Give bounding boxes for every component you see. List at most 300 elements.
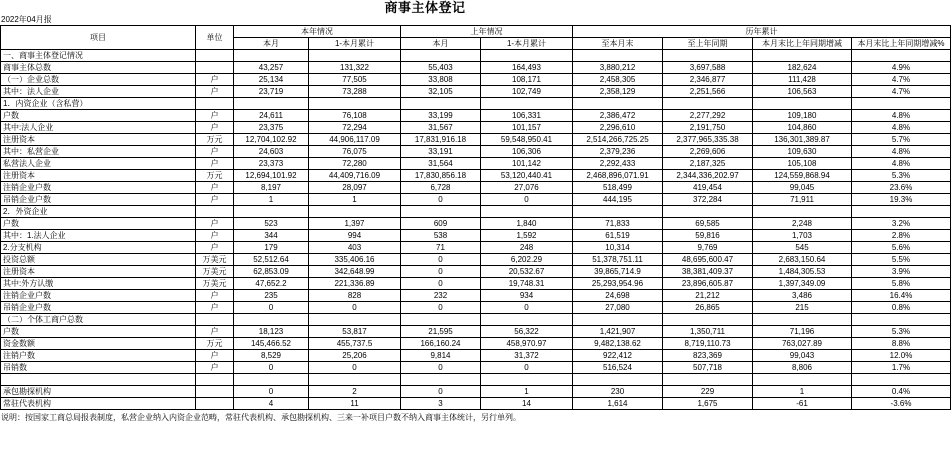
- row-value: 444,195: [573, 194, 663, 206]
- row-value: [309, 206, 401, 218]
- row-value: 1.7%: [852, 362, 951, 374]
- row-value: 108,171: [481, 74, 573, 86]
- table-row: [1, 266, 951, 278]
- row-label: 户数: [1, 326, 196, 338]
- header-col-change-pct: 本月末比上年同期增减%: [852, 38, 951, 50]
- row-value: 3.9%: [852, 266, 951, 278]
- row-value: [663, 206, 753, 218]
- row-value: 43,257: [234, 62, 309, 74]
- row-value: 538: [401, 230, 481, 242]
- row-unit: 户: [196, 326, 234, 338]
- row-label: [1, 374, 196, 386]
- row-value: 2,683,150.64: [753, 254, 852, 266]
- row-unit: 万美元: [196, 278, 234, 290]
- row-value: 101,157: [481, 122, 573, 134]
- row-value: 0: [234, 302, 309, 314]
- row-unit: 万元: [196, 338, 234, 350]
- row-value: 1: [753, 386, 852, 398]
- header-group-cumulative: 历年累计: [573, 26, 951, 38]
- row-value: 9,482,138.62: [573, 338, 663, 350]
- row-value: 9,814: [401, 350, 481, 362]
- row-value: 0: [309, 302, 401, 314]
- row-value: [309, 314, 401, 326]
- row-label: 其中：法人企业: [1, 86, 196, 98]
- row-unit: 户: [196, 218, 234, 230]
- row-value: 2.8%: [852, 230, 951, 242]
- row-value: 1,397: [309, 218, 401, 230]
- row-value: [753, 314, 852, 326]
- row-value: 39,865,714.9: [573, 266, 663, 278]
- row-value: 994: [309, 230, 401, 242]
- row-value: 102,749: [481, 86, 573, 98]
- row-value: 23,896,605.87: [663, 278, 753, 290]
- row-label: 其中：1.法人企业: [1, 230, 196, 242]
- row-value: 922,412: [573, 350, 663, 362]
- row-value: 215: [753, 302, 852, 314]
- row-value: 14: [481, 398, 573, 410]
- row-value: 105,108: [753, 158, 852, 170]
- header-col-change: 本月末比上年同期增减: [753, 38, 852, 50]
- row-value: 71,911: [753, 194, 852, 206]
- row-value: 0: [401, 278, 481, 290]
- row-label: 吊销数: [1, 362, 196, 374]
- row-value: 1,350,711: [663, 326, 753, 338]
- table-row: [1, 314, 951, 326]
- row-value: [481, 98, 573, 110]
- row-unit: [196, 374, 234, 386]
- registration-statistics-table: [0, 25, 951, 410]
- row-value: [573, 374, 663, 386]
- row-value: 21,595: [401, 326, 481, 338]
- header-unit: 单位: [196, 26, 234, 50]
- row-value: 106,306: [481, 146, 573, 158]
- header-col-to-month-end: 至本月末: [573, 38, 663, 50]
- row-value: [852, 314, 951, 326]
- header-col-ly-ytd: 1-本月累计: [481, 38, 573, 50]
- row-value: [234, 206, 309, 218]
- row-value: 55,403: [401, 62, 481, 74]
- row-value: 372,284: [663, 194, 753, 206]
- row-value: 0: [401, 386, 481, 398]
- row-value: 5.7%: [852, 134, 951, 146]
- row-value: 10,314: [573, 242, 663, 254]
- table-row: [1, 122, 951, 134]
- row-value: 44,409,716.09: [309, 170, 401, 182]
- table-row: [1, 374, 951, 386]
- row-unit: 户: [196, 290, 234, 302]
- row-value: [401, 98, 481, 110]
- header-col-this-month: 本月: [234, 38, 309, 50]
- row-value: 1,675: [663, 398, 753, 410]
- row-unit: [196, 206, 234, 218]
- row-value: [401, 206, 481, 218]
- row-value: 2,187,325: [663, 158, 753, 170]
- row-value: 131,322: [309, 62, 401, 74]
- row-value: 53,120,440.41: [481, 170, 573, 182]
- row-value: 17,830,856.18: [401, 170, 481, 182]
- row-value: 23,373: [234, 158, 309, 170]
- row-value: 99,045: [753, 182, 852, 194]
- row-value: -3.6%: [852, 398, 951, 410]
- row-unit: [196, 50, 234, 62]
- row-label: 投资总额: [1, 254, 196, 266]
- row-value: 56,322: [481, 326, 573, 338]
- row-value: 2,346,877: [663, 74, 753, 86]
- row-value: 2,377,965,335.38: [663, 134, 753, 146]
- row-value: 0: [401, 266, 481, 278]
- row-value: 523: [234, 218, 309, 230]
- table-row: [1, 302, 951, 314]
- row-value: 145,466.52: [234, 338, 309, 350]
- row-label: 注册资本: [1, 266, 196, 278]
- row-value: 17,831,916.18: [401, 134, 481, 146]
- row-value: 1,703: [753, 230, 852, 242]
- row-value: 2,344,336,202.97: [663, 170, 753, 182]
- row-value: 26,865: [663, 302, 753, 314]
- row-value: [481, 50, 573, 62]
- row-label: 注册资本: [1, 170, 196, 182]
- row-value: [309, 374, 401, 386]
- header-row-groups: [1, 26, 951, 38]
- row-value: 4.7%: [852, 74, 951, 86]
- table-row: [1, 326, 951, 338]
- row-value: 71,833: [573, 218, 663, 230]
- row-value: 823,369: [663, 350, 753, 362]
- row-unit: 户: [196, 350, 234, 362]
- row-value: 0.4%: [852, 386, 951, 398]
- row-value: 8,529: [234, 350, 309, 362]
- row-value: 335,406.16: [309, 254, 401, 266]
- row-label: （二）个体工商户总数: [1, 314, 196, 326]
- row-value: 4.8%: [852, 146, 951, 158]
- row-value: 28,097: [309, 182, 401, 194]
- row-value: 71: [401, 242, 481, 254]
- row-value: 12.0%: [852, 350, 951, 362]
- row-value: 2,248: [753, 218, 852, 230]
- row-value: 0: [401, 362, 481, 374]
- row-value: [852, 50, 951, 62]
- table-row: [1, 338, 951, 350]
- row-value: 3,486: [753, 290, 852, 302]
- row-value: 3: [401, 398, 481, 410]
- row-value: 72,280: [309, 158, 401, 170]
- table-row: [1, 158, 951, 170]
- row-value: 182,624: [753, 62, 852, 74]
- row-unit: 户: [196, 194, 234, 206]
- row-unit: [196, 98, 234, 110]
- row-value: 4.7%: [852, 86, 951, 98]
- row-value: 221,336.89: [309, 278, 401, 290]
- row-unit: 户: [196, 110, 234, 122]
- row-label: 注销企业户数: [1, 290, 196, 302]
- row-value: 1,614: [573, 398, 663, 410]
- row-value: 106,331: [481, 110, 573, 122]
- row-value: [663, 50, 753, 62]
- row-unit: 户: [196, 230, 234, 242]
- row-value: 2,514,266,725.25: [573, 134, 663, 146]
- row-value: 109,180: [753, 110, 852, 122]
- table-head: [1, 26, 951, 50]
- row-value: 48,695,600.47: [663, 254, 753, 266]
- row-value: 2,296,610: [573, 122, 663, 134]
- table-row: [1, 350, 951, 362]
- report-period: 2022年04月报: [1, 15, 52, 24]
- table-row: [1, 254, 951, 266]
- row-value: [753, 98, 852, 110]
- row-value: 33,808: [401, 74, 481, 86]
- row-value: 25,134: [234, 74, 309, 86]
- row-value: [573, 314, 663, 326]
- row-unit: 户: [196, 302, 234, 314]
- row-value: [481, 314, 573, 326]
- row-value: 101,142: [481, 158, 573, 170]
- row-value: 104,860: [753, 122, 852, 134]
- table-row: [1, 86, 951, 98]
- row-value: 77,505: [309, 74, 401, 86]
- row-value: 934: [481, 290, 573, 302]
- row-value: [573, 50, 663, 62]
- row-value: 232: [401, 290, 481, 302]
- row-value: [309, 98, 401, 110]
- row-value: 2,468,896,071.91: [573, 170, 663, 182]
- row-unit: 万元: [196, 170, 234, 182]
- row-value: 27,080: [573, 302, 663, 314]
- row-value: 31,564: [401, 158, 481, 170]
- row-value: 0: [309, 362, 401, 374]
- row-label: 户数: [1, 218, 196, 230]
- row-value: 6,202.29: [481, 254, 573, 266]
- row-label: 其中：私营企业: [1, 146, 196, 158]
- row-value: 2,251,566: [663, 86, 753, 98]
- row-value: [401, 50, 481, 62]
- row-value: 3,697,588: [663, 62, 753, 74]
- table-row: [1, 398, 951, 410]
- row-value: 230: [573, 386, 663, 398]
- row-label: （一）企业总数: [1, 74, 196, 86]
- row-value: [234, 314, 309, 326]
- row-value: 1: [234, 194, 309, 206]
- row-label: 一、商事主体登记情况: [1, 50, 196, 62]
- header-group-last-year: 上年情况: [401, 26, 573, 38]
- table-row: [1, 182, 951, 194]
- row-value: 124,559,868.94: [753, 170, 852, 182]
- row-label: 承包勘探机构: [1, 386, 196, 398]
- row-value: 61,519: [573, 230, 663, 242]
- row-value: 25,293,954.96: [573, 278, 663, 290]
- table-row: [1, 62, 951, 74]
- row-value: 19,748.31: [481, 278, 573, 290]
- row-unit: 万美元: [196, 254, 234, 266]
- table-row: [1, 206, 951, 218]
- row-value: 763,027.89: [753, 338, 852, 350]
- row-value: 2,379,236: [573, 146, 663, 158]
- row-value: 828: [309, 290, 401, 302]
- row-value: 518,499: [573, 182, 663, 194]
- table-row: [1, 218, 951, 230]
- row-value: 1,484,305.53: [753, 266, 852, 278]
- row-value: 136,301,389.87: [753, 134, 852, 146]
- row-value: [573, 206, 663, 218]
- table-row: [1, 362, 951, 374]
- row-value: 2,358,129: [573, 86, 663, 98]
- row-value: 2: [309, 386, 401, 398]
- header-col-ytd: 1-本月累计: [309, 38, 401, 50]
- row-value: 1,421,907: [573, 326, 663, 338]
- row-value: 38,381,409.37: [663, 266, 753, 278]
- row-unit: 户: [196, 86, 234, 98]
- row-value: 1,592: [481, 230, 573, 242]
- row-value: 166,160.24: [401, 338, 481, 350]
- row-value: 59,548,950.41: [481, 134, 573, 146]
- row-value: 5.8%: [852, 278, 951, 290]
- header-col-to-ly-same: 至上年同期: [663, 38, 753, 50]
- row-value: [852, 374, 951, 386]
- row-value: 21,212: [663, 290, 753, 302]
- row-value: 1,840: [481, 218, 573, 230]
- row-label: 1．内资企业（含私营）: [1, 98, 196, 110]
- row-value: 24,698: [573, 290, 663, 302]
- row-value: 20,532.67: [481, 266, 573, 278]
- row-label: 2.分支机构: [1, 242, 196, 254]
- row-value: [234, 98, 309, 110]
- row-value: 106,563: [753, 86, 852, 98]
- row-value: 59,816: [663, 230, 753, 242]
- row-value: 2,292,433: [573, 158, 663, 170]
- header-item: 项目: [1, 26, 196, 50]
- header-col-ly-this-month: 本月: [401, 38, 481, 50]
- row-value: [401, 314, 481, 326]
- row-value: 33,199: [401, 110, 481, 122]
- table-row: [1, 230, 951, 242]
- row-value: 111,428: [753, 74, 852, 86]
- row-value: 4: [234, 398, 309, 410]
- row-label: 户数: [1, 110, 196, 122]
- row-value: 31,372: [481, 350, 573, 362]
- row-value: [234, 50, 309, 62]
- row-value: 18,123: [234, 326, 309, 338]
- row-value: 52,512.64: [234, 254, 309, 266]
- row-value: 12,694,101.92: [234, 170, 309, 182]
- row-value: 8,806: [753, 362, 852, 374]
- table-row: [1, 50, 951, 62]
- row-value: [852, 98, 951, 110]
- row-value: 53,817: [309, 326, 401, 338]
- row-value: 4.8%: [852, 122, 951, 134]
- row-value: 0: [234, 386, 309, 398]
- row-value: 0: [401, 194, 481, 206]
- row-value: 69,585: [663, 218, 753, 230]
- row-value: 455,737.5: [309, 338, 401, 350]
- row-value: 25,206: [309, 350, 401, 362]
- row-value: 545: [753, 242, 852, 254]
- row-value: 12,704,102.92: [234, 134, 309, 146]
- row-unit: [196, 314, 234, 326]
- row-value: 6,728: [401, 182, 481, 194]
- table-body: [1, 50, 951, 410]
- row-value: 507,718: [663, 362, 753, 374]
- row-value: 609: [401, 218, 481, 230]
- row-label: 商事主体总数: [1, 62, 196, 74]
- row-unit: 户: [196, 242, 234, 254]
- row-value: 179: [234, 242, 309, 254]
- row-value: 344: [234, 230, 309, 242]
- row-value: 5.5%: [852, 254, 951, 266]
- table-row: [1, 290, 951, 302]
- row-value: 2,269,606: [663, 146, 753, 158]
- row-value: [401, 374, 481, 386]
- row-value: 23,375: [234, 122, 309, 134]
- row-unit: 万元: [196, 134, 234, 146]
- row-value: 403: [309, 242, 401, 254]
- row-value: [481, 206, 573, 218]
- row-value: 99,043: [753, 350, 852, 362]
- row-value: 8.8%: [852, 338, 951, 350]
- row-value: 2,458,305: [573, 74, 663, 86]
- row-unit: 户: [196, 362, 234, 374]
- row-value: 2,277,292: [663, 110, 753, 122]
- row-value: 24,611: [234, 110, 309, 122]
- row-unit: 万美元: [196, 266, 234, 278]
- table-row: [1, 242, 951, 254]
- row-value: 3,880,212: [573, 62, 663, 74]
- row-label: 注册资本: [1, 134, 196, 146]
- row-unit: [196, 62, 234, 74]
- table-row: [1, 194, 951, 206]
- row-value: [234, 374, 309, 386]
- row-value: 47,652.2: [234, 278, 309, 290]
- page-title: 商事主体登记: [384, 0, 466, 15]
- row-value: [663, 314, 753, 326]
- row-value: 3.2%: [852, 218, 951, 230]
- row-unit: 户: [196, 74, 234, 86]
- row-label: 其中:外方认缴: [1, 278, 196, 290]
- row-value: 31,567: [401, 122, 481, 134]
- row-label: 注销户数: [1, 350, 196, 362]
- row-value: [753, 206, 852, 218]
- row-value: 235: [234, 290, 309, 302]
- table-row: [1, 98, 951, 110]
- row-value: 109,630: [753, 146, 852, 158]
- table-row: [1, 146, 951, 158]
- row-unit: [196, 386, 234, 398]
- row-label: 2．外资企业: [1, 206, 196, 218]
- row-value: -61: [753, 398, 852, 410]
- row-value: [663, 98, 753, 110]
- row-value: 24,603: [234, 146, 309, 158]
- row-label: 资金数额: [1, 338, 196, 350]
- table-row: [1, 134, 951, 146]
- row-value: 62,853.09: [234, 266, 309, 278]
- row-value: 458,970.97: [481, 338, 573, 350]
- row-value: 1,397,349.09: [753, 278, 852, 290]
- row-unit: 户: [196, 122, 234, 134]
- row-value: 164,493: [481, 62, 573, 74]
- table-row: [1, 74, 951, 86]
- table-row: [1, 386, 951, 398]
- header-group-current-year: 本年情况: [234, 26, 401, 38]
- row-value: 23,719: [234, 86, 309, 98]
- row-value: 8,197: [234, 182, 309, 194]
- table-row: [1, 110, 951, 122]
- row-value: 342,648.99: [309, 266, 401, 278]
- row-value: 33,191: [401, 146, 481, 158]
- row-value: 1: [309, 194, 401, 206]
- row-value: 4.9%: [852, 62, 951, 74]
- row-value: 0.8%: [852, 302, 951, 314]
- row-value: 0: [234, 362, 309, 374]
- row-value: 419,454: [663, 182, 753, 194]
- row-value: 73,288: [309, 86, 401, 98]
